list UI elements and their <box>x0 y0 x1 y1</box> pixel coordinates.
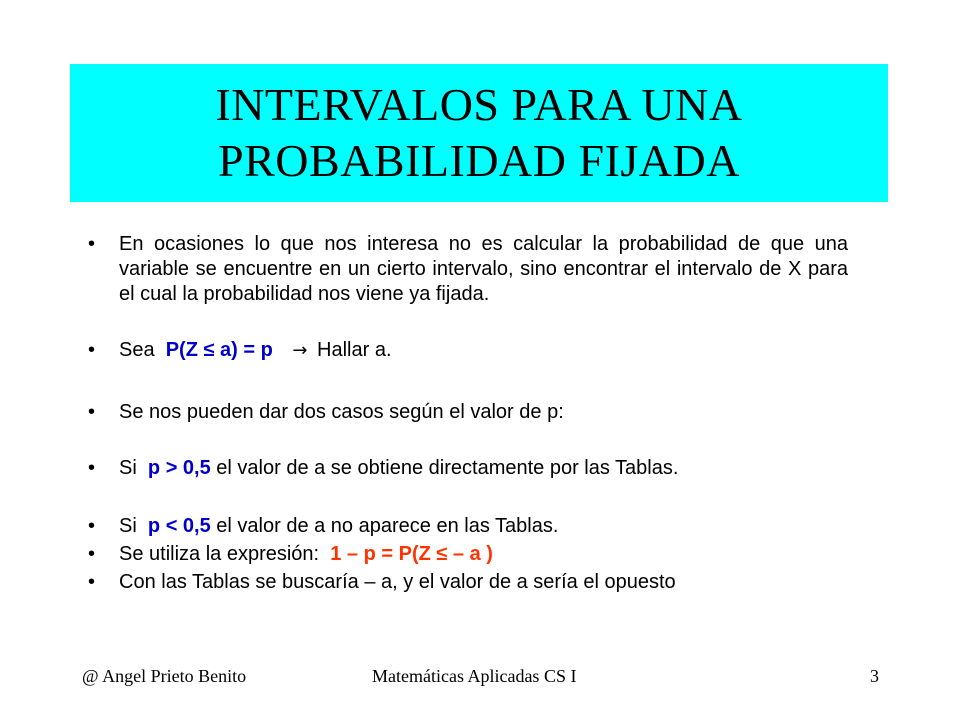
bullet-item-p-menor <box>88 514 848 539</box>
slide-title-line-1: INTERVALOS PARA UNA <box>215 79 743 130</box>
bullet-text <box>119 338 848 363</box>
bullet-dot: • <box>88 457 96 479</box>
footer-author: @ Angel Prieto Benito <box>82 666 247 686</box>
bullet-dot: • <box>88 543 96 565</box>
bullet-suffix: Hallar a. <box>317 339 392 361</box>
bullet-text <box>119 542 848 567</box>
bullet-text <box>119 456 848 481</box>
bullet-text: Con las Tablas se buscaría – a, y el valor de a sería el opuesto <box>119 571 676 593</box>
bullet-item-intro <box>88 232 848 307</box>
bullet-item-opuesto <box>88 570 848 595</box>
bullet-dot: • <box>88 571 96 593</box>
formula-complement: 1 – p = P(Z ≤ – a ) <box>330 543 493 565</box>
bullet-dot: • <box>88 233 96 255</box>
right-arrow-icon: → <box>292 340 308 361</box>
bullet-prefix: Se utiliza la expresión: <box>119 543 320 565</box>
bullet-suffix: el valor de a no aparece en las Tablas. <box>216 515 559 537</box>
bullet-item-expresion <box>88 542 848 567</box>
bullet-dot: • <box>88 339 96 361</box>
footer-course: Matemáticas Aplicadas CS I <box>372 666 577 686</box>
bullet-text: Se nos pueden dar dos casos según el valor de p: <box>119 401 564 423</box>
formula-p-less: p < 0,5 <box>147 515 211 537</box>
bullet-prefix: Si <box>119 515 137 537</box>
bullet-text <box>119 514 848 539</box>
formula-p-greater: p > 0,5 <box>147 457 211 479</box>
footer-page-number: 3 <box>870 666 879 686</box>
bullet-text: En ocasiones lo que nos interesa no es calcular la probabilidad de que una variable se encuentre en un cierto intervalo, sino encontrar el intervalo de X para el cual la probabilidad nos viene ya fijada. <box>119 233 848 305</box>
bullet-item-p-mayor <box>88 456 848 481</box>
title-box <box>70 64 888 202</box>
bullet-dot: • <box>88 515 96 537</box>
bullet-suffix: el valor de a se obtiene directamente por las Tablas. <box>216 457 679 479</box>
bullet-prefix: Si <box>119 457 137 479</box>
bullet-item-sea <box>88 338 848 363</box>
bullet-item-casos <box>88 400 848 425</box>
bullet-prefix: Sea <box>119 339 155 361</box>
formula-p-z-le-a: P(Z ≤ a) = p <box>165 339 273 361</box>
bullet-dot: • <box>88 401 96 423</box>
slide-title-line-2: PROBABILIDAD FIJADA <box>218 135 740 186</box>
